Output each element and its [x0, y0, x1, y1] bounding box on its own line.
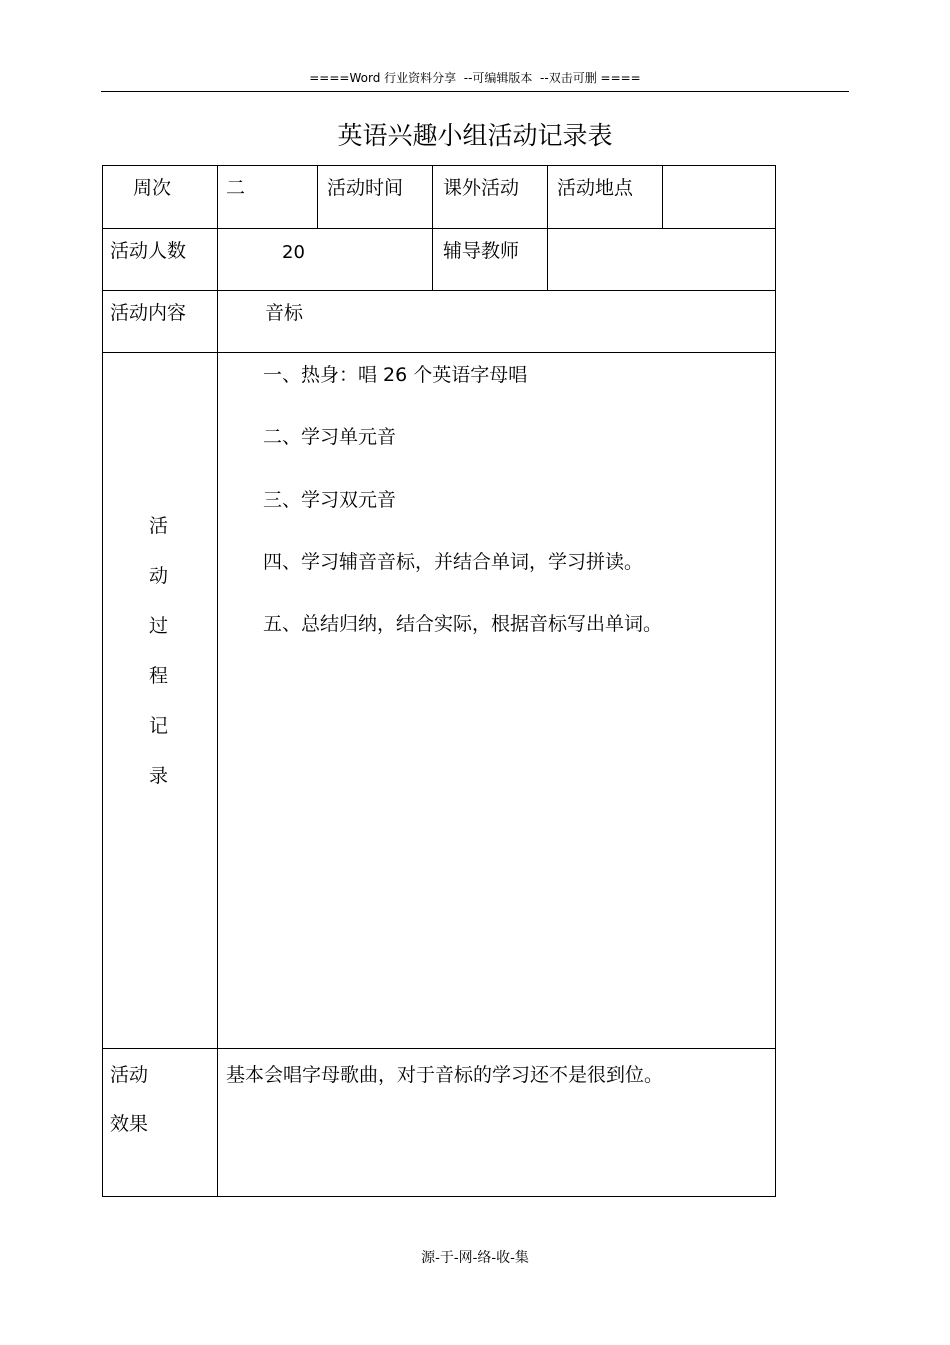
cell-location-value — [662, 165, 776, 229]
process-step: 五、总结归纳，结合实际，根据音标写出单词。 — [263, 613, 663, 635]
teacher-label: 辅导教师 — [443, 240, 520, 262]
process-step: 一、热身：唱 26 个英语字母唱 — [263, 364, 528, 386]
process-label — [149, 513, 173, 813]
footer-source: 源-于-网-络-收-集 — [421, 1250, 529, 1266]
process-step: 二、学习单元音 — [263, 426, 397, 448]
document-title: 英语兴趣小组活动记录表 — [337, 121, 613, 150]
effect-value: 基本会唱字母歌曲，对于音标的学习还不是很到位。 — [226, 1064, 664, 1086]
content-label: 活动内容 — [110, 302, 187, 324]
header-divider — [101, 91, 849, 92]
cell-count-value — [217, 228, 433, 291]
process-label-char: 录 — [149, 765, 169, 787]
cell-process-value — [217, 352, 776, 1049]
header-banner: ====Word 行业资料分享 --可编辑版本 --双击可删 ==== — [309, 71, 641, 85]
count-value: 20 — [282, 242, 305, 263]
count-label: 活动人数 — [110, 240, 187, 262]
location-label: 活动地点 — [557, 177, 634, 199]
process-label-char: 活 — [149, 515, 169, 537]
effect-label-line1: 活动 — [110, 1064, 149, 1086]
week-value: 二 — [226, 177, 246, 199]
process-label-char: 记 — [149, 715, 169, 737]
process-step: 三、学习双元音 — [263, 489, 397, 511]
process-step: 四、学习辅音音标，并结合单词，学习拼读。 — [263, 551, 644, 573]
week-label: 周次 — [133, 177, 172, 199]
process-label-char: 动 — [149, 565, 169, 587]
cell-teacher-value — [547, 228, 776, 291]
process-label-char: 过 — [149, 615, 169, 637]
process-label-char: 程 — [149, 665, 169, 687]
time-label: 活动时间 — [327, 177, 404, 199]
content-value: 音标 — [265, 302, 304, 324]
time-value: 课外活动 — [443, 177, 520, 199]
effect-label-line2: 效果 — [110, 1113, 149, 1135]
